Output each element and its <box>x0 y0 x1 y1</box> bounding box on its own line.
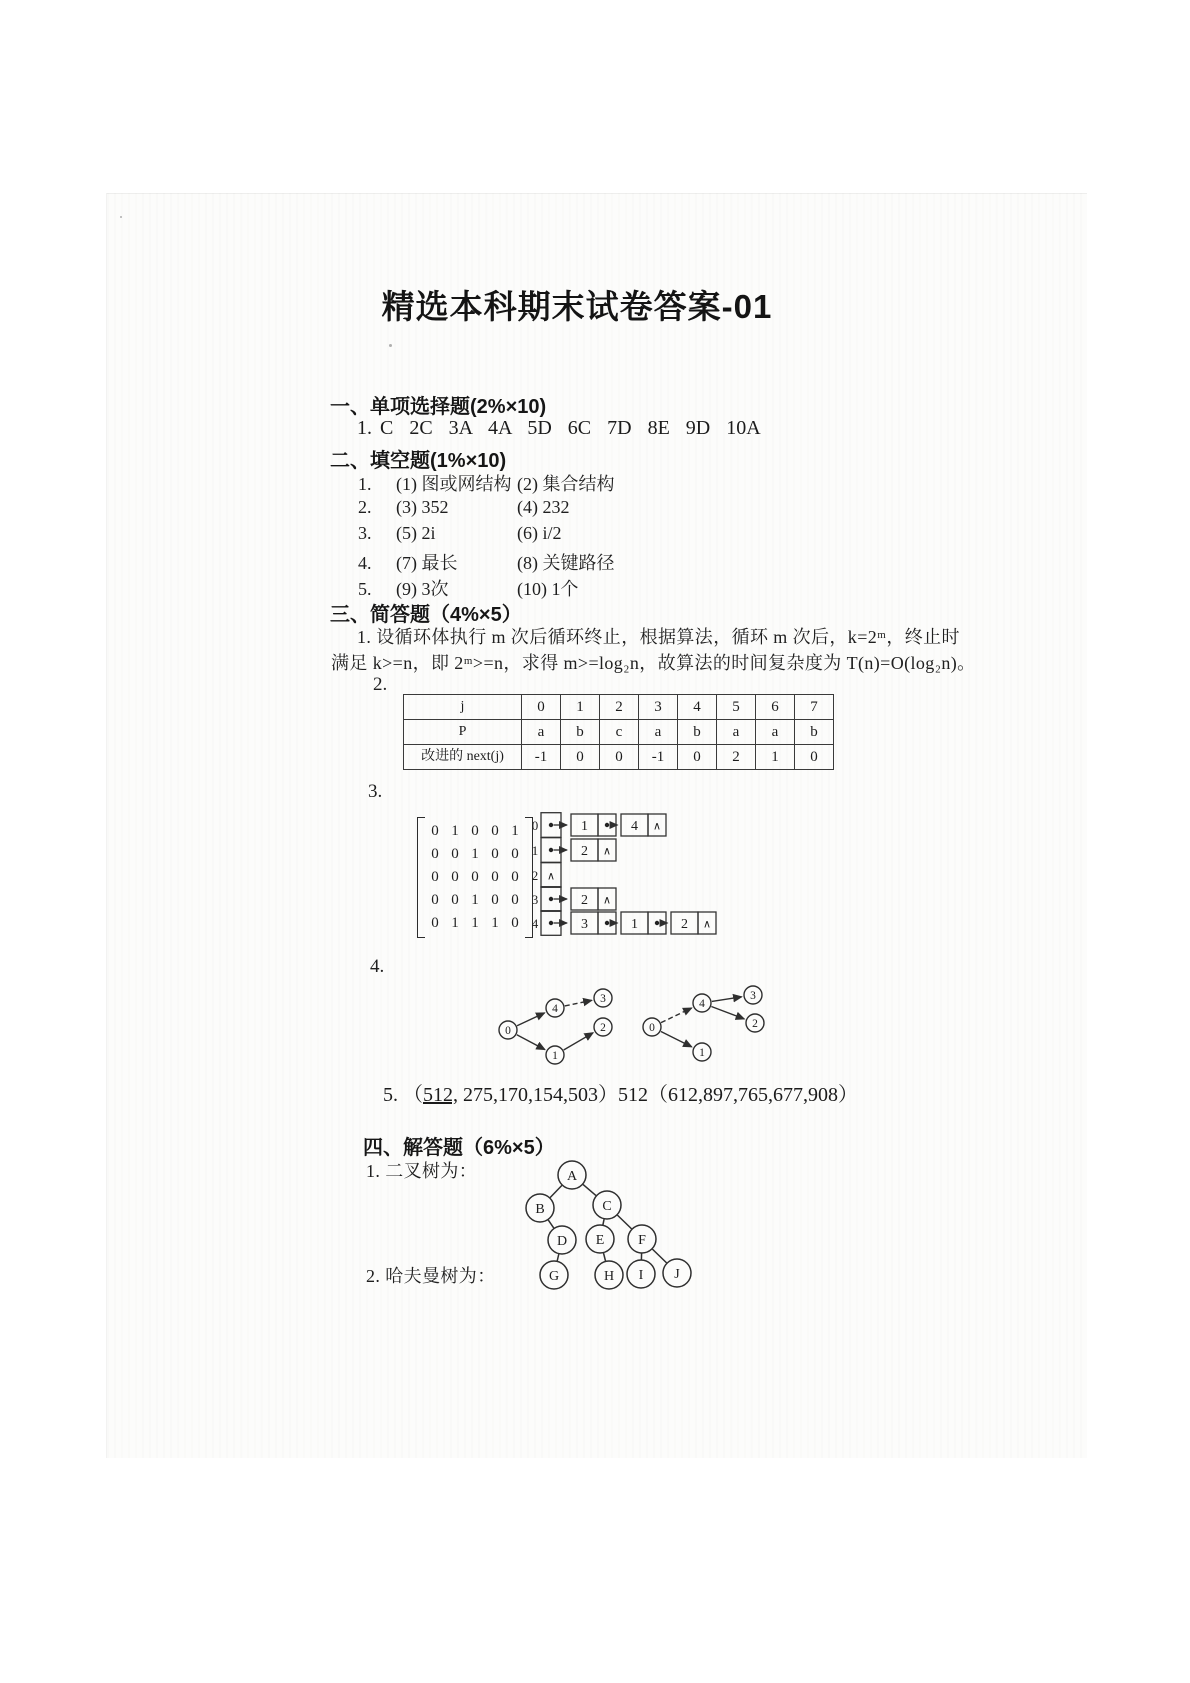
matrix-cell: 0 <box>471 823 479 839</box>
section-2-heading: 二、填空题(1%×10) <box>330 450 507 472</box>
table-cell: a <box>639 720 678 745</box>
matrix-cell: 0 <box>431 915 439 931</box>
blank-answer-a: (9) 3次 <box>396 579 449 599</box>
table-cell: 5 <box>717 695 756 720</box>
graph-edge <box>711 1007 744 1019</box>
table-cell: 4 <box>678 695 717 720</box>
matrix-cell: 1 <box>451 823 459 839</box>
blank-answer-b: (10) 1个 <box>517 579 579 599</box>
blank-number: 3. <box>358 523 372 543</box>
node-value: 3 <box>581 917 588 932</box>
table-cell: 0 <box>561 745 600 770</box>
graph-edge <box>661 1008 692 1023</box>
pointer-dot-icon <box>605 823 609 827</box>
table-cell: 2 <box>600 695 639 720</box>
matrix-cell: 0 <box>511 846 519 862</box>
null-pointer-icon: ∧ <box>602 894 612 907</box>
graph-node-label: 2 <box>600 1022 606 1034</box>
blank-number: 5. <box>358 579 372 599</box>
pointer-dot-icon <box>549 897 553 901</box>
graph-node-label: 0 <box>649 1022 655 1034</box>
matrix-cell: 0 <box>491 823 499 839</box>
tree-node-label: B <box>535 1202 545 1217</box>
table-cell: b <box>561 720 600 745</box>
graph-figures <box>480 985 790 1080</box>
table-cell: 2 <box>717 745 756 770</box>
graph-edge <box>661 1031 692 1046</box>
table-cell: 0 <box>522 695 561 720</box>
q4-label: 4. <box>370 956 385 977</box>
tree-edge <box>604 1253 606 1261</box>
matrix-cell: 1 <box>511 823 519 839</box>
table-cell: 0 <box>600 745 639 770</box>
tree-edge <box>652 1249 666 1263</box>
scan-speck <box>120 216 122 218</box>
node-value: 1 <box>631 917 638 932</box>
tree-edge <box>557 1254 559 1261</box>
matrix-cell: 0 <box>451 846 459 862</box>
matrix-cell: 0 <box>431 869 439 885</box>
node-value: 2 <box>581 893 588 908</box>
table-cell: 7 <box>795 695 834 720</box>
table-cell: -1 <box>522 745 561 770</box>
table-cell: c <box>600 720 639 745</box>
blank-number: 1. <box>358 474 372 494</box>
pointer-dot-icon <box>605 921 609 925</box>
q5-prefix: 5. （ <box>383 1084 423 1106</box>
graph-node-label: 1 <box>552 1050 558 1062</box>
blank-answer-b: (4) 232 <box>517 497 570 517</box>
table-cell: b <box>678 720 717 745</box>
blank-answer-b: (6) i/2 <box>517 523 562 543</box>
null-pointer-icon: ∧ <box>602 845 612 858</box>
fill-blank-row <box>358 549 615 573</box>
q5-underlined-value: 512, <box>423 1084 458 1106</box>
graph-node-label: 4 <box>699 998 705 1010</box>
matrix-cell: 1 <box>491 915 499 931</box>
matrix-cell: 0 <box>491 846 499 862</box>
fill-blank-row <box>358 575 579 599</box>
graph-edge <box>565 1000 592 1006</box>
blank-answer-a: (7) 最长 <box>396 553 458 573</box>
tree-node-label: D <box>556 1234 568 1249</box>
table-cell: 6 <box>756 695 795 720</box>
graph-node-label: 0 <box>505 1025 511 1037</box>
tree-node-label: H <box>603 1269 615 1284</box>
matrix-cell: 0 <box>451 892 459 908</box>
matrix-cell: 0 <box>491 869 499 885</box>
fill-blank-row <box>358 523 562 547</box>
q3-label: 3. <box>368 781 383 802</box>
q1-answer-line-2: 满足 k>=n，即 2ᵐ>=n，求得 m>=log₂n，故算法的时间复杂度为 T(n)=O(log₂n)。 <box>331 653 976 673</box>
tree-edge <box>603 1219 604 1225</box>
matrix-cell: 0 <box>451 869 459 885</box>
table-cell: a <box>756 720 795 745</box>
node-value: 4 <box>631 819 638 834</box>
graph-node-label: 3 <box>600 993 606 1005</box>
binary-tree-label: 1. 二叉树为： <box>366 1161 478 1181</box>
graph-node-label: 1 <box>699 1047 705 1059</box>
section-1-heading: 一、单项选择题(2%×10) <box>330 396 547 418</box>
graph-edge <box>564 1033 593 1050</box>
matrix-cell: 0 <box>511 869 519 885</box>
null-pointer-icon: ∧ <box>652 820 662 833</box>
table-cell: a <box>522 720 561 745</box>
tree-edge <box>583 1184 596 1195</box>
matrix-cell: 0 <box>471 869 479 885</box>
fill-blank-row <box>358 470 615 494</box>
table-cell: 0 <box>795 745 834 770</box>
matrix-cell: 1 <box>471 846 479 862</box>
matrix-cell: 1 <box>471 915 479 931</box>
graph-edge <box>517 1013 545 1026</box>
scan-speck <box>389 344 392 347</box>
matrix-bracket-left <box>417 817 425 938</box>
table-row-label: P <box>404 720 522 745</box>
section-3-heading: 三、简答题（4%×5） <box>330 604 522 626</box>
matrix-cell: 1 <box>451 915 459 931</box>
tree-node-label: A <box>566 1169 578 1184</box>
matrix-cell: 0 <box>511 915 519 931</box>
matrix-cell: 0 <box>431 892 439 908</box>
blank-answer-b: (2) 集合结构 <box>517 474 615 494</box>
adjacency-list-figure <box>526 806 738 942</box>
kmp-next-table <box>403 694 834 770</box>
pointer-dot-icon <box>549 848 553 852</box>
table-row <box>404 695 834 720</box>
pointer-dot-icon <box>655 921 659 925</box>
blank-number: 4. <box>358 553 372 573</box>
matrix-cell: 0 <box>431 823 439 839</box>
tree-node-label: I <box>638 1268 644 1283</box>
node-value: 2 <box>681 917 688 932</box>
table-cell: 0 <box>678 745 717 770</box>
q2-label: 2. <box>373 674 388 695</box>
section-4-heading: 四、解答题（6%×5） <box>363 1137 555 1159</box>
q5-rest: 275,170,154,503）512（612,897,765,677,908） <box>458 1084 858 1106</box>
document-title: 精选本科期末试卷答案-01 <box>381 288 773 325</box>
table-cell: b <box>795 720 834 745</box>
tree-edge <box>548 1220 554 1228</box>
table-row-label: 改进的 next(j) <box>404 745 522 770</box>
blank-answer-b: (8) 关键路径 <box>517 553 615 573</box>
table-cell: 1 <box>561 695 600 720</box>
adjlist-row-index: 3 <box>531 892 539 907</box>
adjacency-matrix <box>418 817 532 938</box>
blank-number: 2. <box>358 497 372 517</box>
graph-edge <box>712 997 742 1002</box>
blank-answer-a: (5) 2i <box>396 523 436 543</box>
pointer-dot-icon <box>549 823 553 827</box>
section-1-answers: 1. C 2C 3A 4A 5D 6C 7D 8E 9D 10A <box>357 417 761 439</box>
graph-node-label: 4 <box>552 1003 558 1015</box>
binary-tree-figure <box>498 1156 698 1294</box>
matrix-cell: 1 <box>471 892 479 908</box>
tree-node-label: G <box>548 1269 560 1284</box>
node-value: 2 <box>581 844 588 859</box>
table-row <box>404 745 834 770</box>
fill-blank-row <box>358 497 570 521</box>
tree-node-label: C <box>602 1199 612 1214</box>
tree-edge <box>617 1215 631 1229</box>
table-row-label: j <box>404 695 522 720</box>
adjlist-row-index: 2 <box>531 868 539 883</box>
table-cell: -1 <box>639 745 678 770</box>
table-cell: 1 <box>756 745 795 770</box>
table-cell: a <box>717 720 756 745</box>
null-pointer-icon: ∧ <box>702 918 712 931</box>
matrix-grid <box>418 817 532 938</box>
q5-answer <box>383 1078 858 1107</box>
adjlist-row-index: 4 <box>531 916 539 931</box>
graph-node-label: 3 <box>750 990 756 1002</box>
q1-answer-line-1: 1. 设循环体执行 m 次后循环终止，根据算法，循环 m 次后，k=2ᵐ，终止时 <box>357 627 960 647</box>
blank-answer-a: (3) 352 <box>396 497 449 517</box>
graph-edge <box>517 1035 545 1050</box>
tree-node-label: F <box>638 1233 646 1248</box>
matrix-cell: 0 <box>431 846 439 862</box>
blank-answer-a: (1) 图或网结构 <box>396 474 512 494</box>
table-row <box>404 720 834 745</box>
tree-node-label: E <box>595 1233 605 1248</box>
huffman-tree-label: 2. 哈夫曼树为： <box>366 1266 496 1286</box>
matrix-cell: 0 <box>491 892 499 908</box>
graph-node-label: 2 <box>752 1018 758 1030</box>
table-cell: 3 <box>639 695 678 720</box>
tree-edge <box>550 1185 562 1197</box>
null-pointer-icon: ∧ <box>546 870 556 883</box>
pointer-dot-icon <box>549 921 553 925</box>
adjlist-row-index: 1 <box>531 843 539 858</box>
tree-node-label: J <box>674 1267 680 1282</box>
node-value: 1 <box>581 819 588 834</box>
matrix-cell: 0 <box>511 892 519 908</box>
adjlist-row-index: 0 <box>531 818 539 833</box>
